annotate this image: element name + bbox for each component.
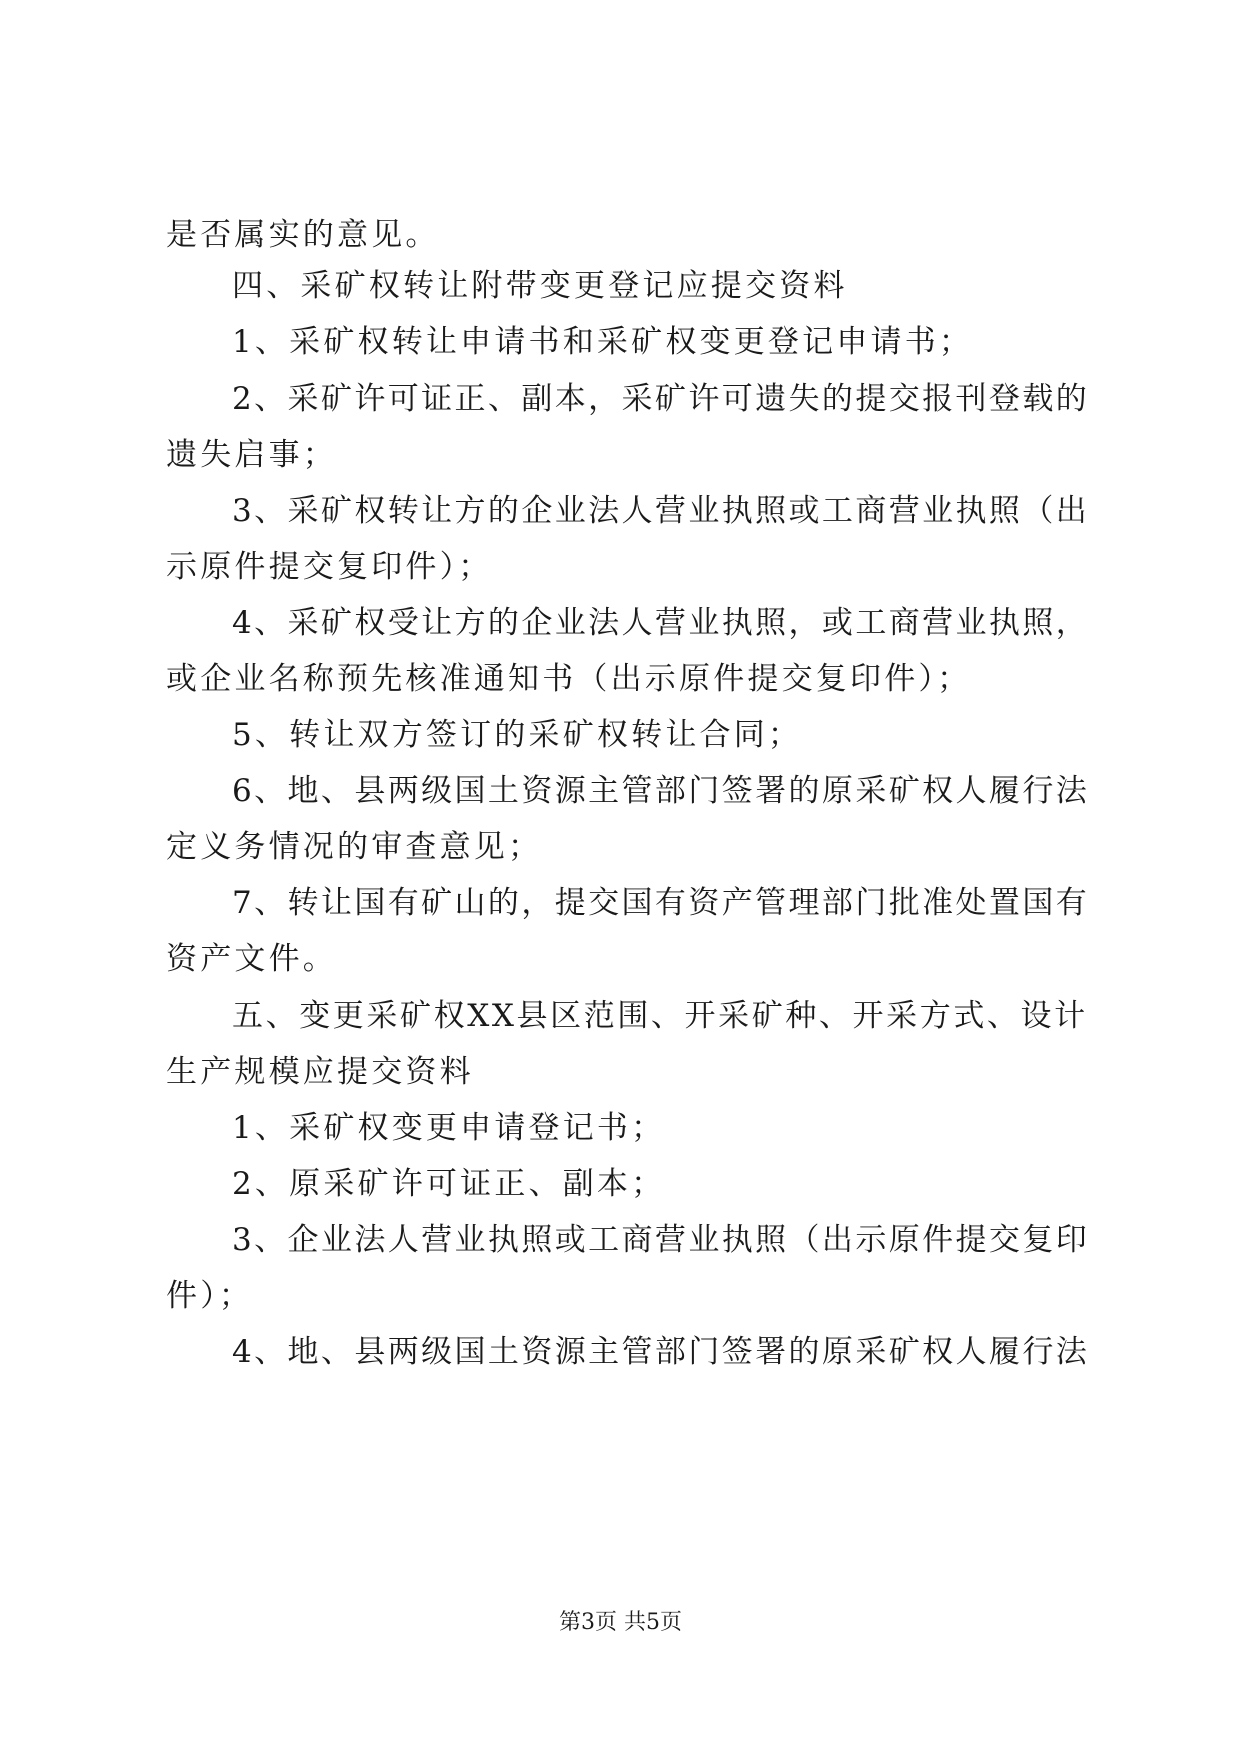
list-item: 3、采矿权转让方的企业法人营业执照或工商营业执照（出 — [232, 493, 1090, 529]
text-line: 生产规模应提交资料 — [166, 1054, 474, 1090]
list-item: 3、企业法人营业执照或工商营业执照（出示原件提交复印 — [232, 1222, 1090, 1258]
list-item: 7、转让国有矿山的，提交国有资产管理部门批准处置国有 — [232, 885, 1090, 921]
list-item: 6、地、县两级国土资源主管部门签署的原采矿权人履行法 — [232, 773, 1090, 809]
list-item: 4、采矿权受让方的企业法人营业执照，或工商营业执照， — [232, 605, 1090, 641]
list-item: 5、转让双方签订的采矿权转让合同； — [232, 717, 803, 753]
text-line: 定义务情况的审查意见； — [166, 829, 543, 865]
text-line: 示原件提交复印件）； — [166, 549, 493, 585]
section-heading: 五、变更采矿权XX县区范围、开采矿种、开采方式、设计 — [232, 998, 1088, 1034]
text-line: 件）； — [166, 1278, 254, 1314]
section-heading: 四、采矿权转让附带变更登记应提交资料 — [232, 268, 848, 304]
text-line: 是否属实的意见。 — [166, 217, 440, 253]
text-line: 资产文件。 — [166, 941, 337, 977]
list-item: 2、原采矿许可证正、副本； — [232, 1166, 666, 1202]
text-line: 遗失启事； — [166, 437, 337, 473]
list-item: 4、地、县两级国土资源主管部门签署的原采矿权人履行法 — [232, 1334, 1090, 1370]
page-footer: 第3页 共5页 — [559, 1610, 682, 1635]
text-line: 或企业名称预先核准通知书（出示原件提交复印件）； — [166, 661, 972, 697]
list-item: 2、采矿许可证正、副本，采矿许可遗失的提交报刊登载的 — [232, 381, 1090, 417]
list-item: 1、采矿权变更申请登记书； — [232, 1110, 666, 1146]
list-item: 1、采矿权转让申请书和采矿权变更登记申请书； — [232, 324, 974, 360]
